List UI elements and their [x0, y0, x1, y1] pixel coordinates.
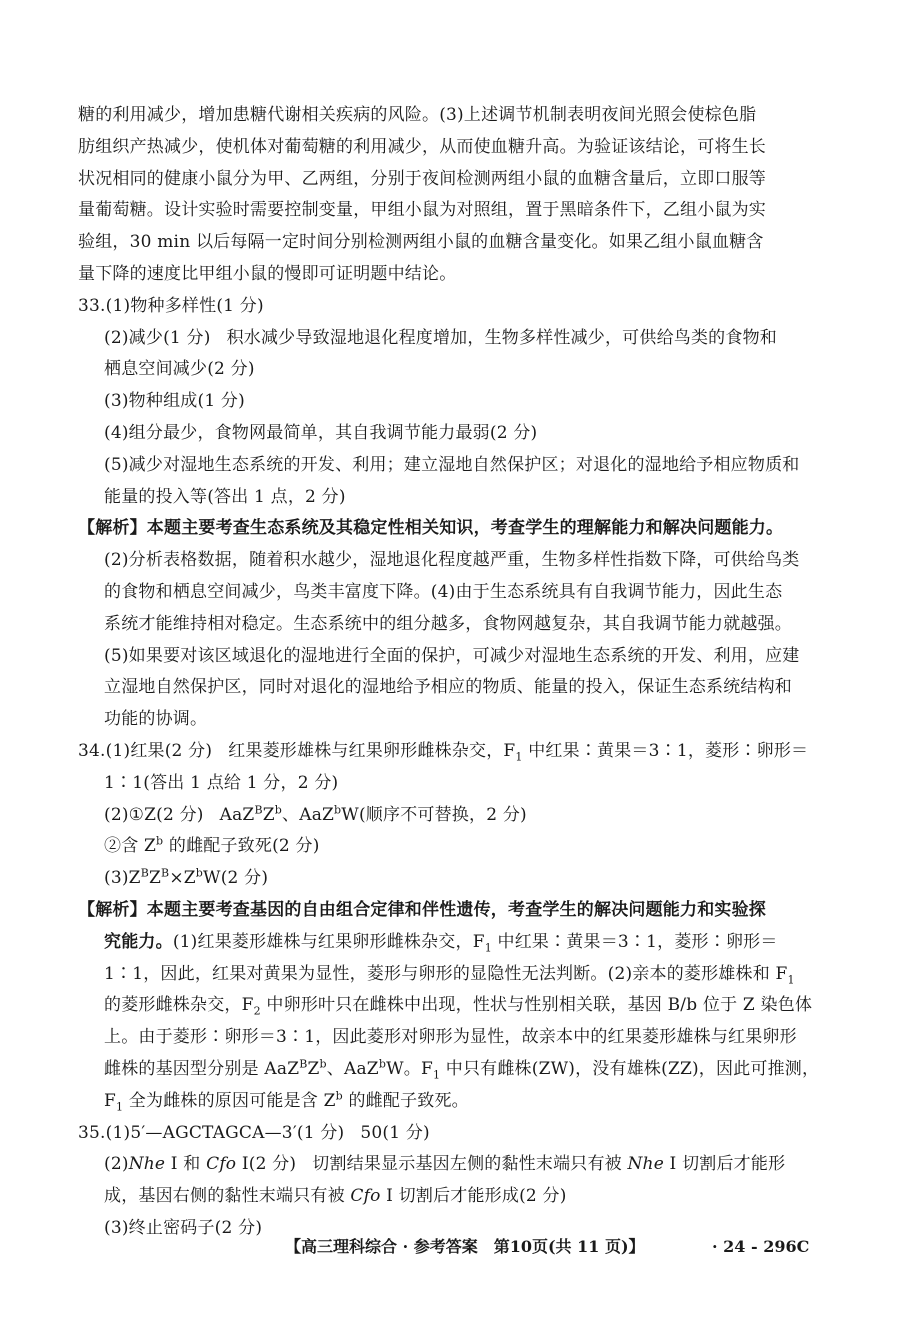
text-line: 糖的利用减少，增加患糖代谢相关疾病的风险。(3)上述调节机制表明夜间光照会使棕色脂	[78, 105, 757, 125]
superscript: b	[378, 1057, 387, 1071]
text-fragment: 中红果∶黄果＝3∶1，菱形∶卵形＝	[491, 931, 778, 952]
superscript: b	[334, 802, 342, 816]
text-line: 系统才能维持相对稳定。生态系统中的组分越多，食物网越复杂，其自我调节能力就越强。	[104, 613, 792, 634]
text-fragment: (1)红果菱形雄株与红果卵形雌株杂交，F	[172, 931, 485, 952]
text-fragment: 全为雌株的原因可能是含 Z	[123, 1090, 336, 1111]
text-fragment: 、AaZ	[326, 1058, 379, 1079]
superscript: b	[335, 1089, 343, 1103]
text-fragment: 雌株的基因型分别是 AaZ	[104, 1058, 300, 1079]
text-fragment: 究能力。	[104, 931, 173, 952]
q35-heading	[78, 1118, 838, 1150]
q34-analysis-line	[78, 959, 838, 991]
text-fragment: ×Z	[169, 868, 196, 889]
genotype-note: W(顺序不可替换，2 分)	[341, 804, 527, 825]
q33-answer-5: (5)减少对湿地生态系统的开发、利用；建立湿地自然保护区；对退化的湿地给予相应物质和	[104, 454, 800, 475]
text-line: (5)如果要对该区域退化的湿地进行全面的保护，可减少对湿地生态系统的开发、利用，应建	[104, 645, 800, 666]
q34-answer-3	[78, 863, 838, 895]
text-line: 量葡萄糖。设计实验时需要控制变量，甲组小鼠为对照组，置于黑暗条件下，乙组小鼠为实	[78, 200, 766, 221]
text-fragment: Ⅰ 和	[165, 1154, 207, 1175]
q34-analysis-line	[78, 990, 838, 1022]
q33-answer-4: (4)组分最少，食物网最简单，其自我调节能力最弱(2 分)	[104, 422, 538, 443]
q35-answer-3: (3)终止密码子(2 分)	[104, 1217, 263, 1238]
q33-answer-2	[78, 323, 838, 355]
subscript: 1	[787, 972, 795, 986]
text-line: 上。由于菱形∶卵形＝3∶1，因此菱形对卵形为显性，故亲本中的红果菱形雄株与红果卵形	[104, 1027, 797, 1048]
superscript: b	[319, 1057, 327, 1071]
text-fragment: Ⅰ(2 分)	[236, 1154, 297, 1175]
text-line: 量下降的速度比甲组小鼠的慢即可证明题中结论。	[78, 263, 457, 284]
q34-reason-b: 中红果∶黄果＝3∶1，菱形∶卵形＝	[522, 740, 809, 761]
q34-answer-2b	[78, 831, 838, 863]
text-line: 能量的投入等(答出 1 点，2 分)	[104, 486, 346, 507]
q35-answer-2	[78, 1149, 838, 1181]
text-fragment: Z	[307, 1058, 320, 1079]
text-fragment: 成，基因右侧的黏性末端只有被	[104, 1186, 351, 1207]
q35-answer-1b: 50(1 分)	[360, 1122, 430, 1143]
subscript: 1	[515, 750, 523, 764]
text-line: 状况相同的健康小鼠分为甲、乙两组，分别于夜间检测两组小鼠的血糖含量后，立即口服等	[78, 168, 766, 189]
text-line: 功能的协调。	[104, 709, 208, 730]
text-fragment: (2)	[104, 1154, 129, 1175]
text-line: 的食物和栖息空间减少，鸟类丰富度下降。(4)由于生态系统具有自我调节能力，因此生态	[104, 581, 783, 602]
text-line: (2)分析表格数据，随着积水越少，湿地退化程度越严重，生物多样性指数下降，可供给鸟类	[104, 550, 800, 571]
q34-answer-1: 34.(1)红果(2 分)	[78, 740, 213, 761]
superscript: B	[140, 866, 149, 880]
superscript: b	[274, 802, 283, 816]
text-fragment: Ⅰ 切割后才能形成(2 分)	[380, 1186, 567, 1207]
text-fragment: 中只有雌株(ZW)，没有雄株(ZZ)，因此可推测，	[440, 1058, 820, 1079]
enzyme-name: Cfo	[350, 1186, 381, 1207]
text-line: 验组，30 min 以后每隔一定时间分别检测两组小鼠的血糖含量变化。如果乙组小鼠血糖含	[78, 232, 764, 253]
q34-reason-a: 红果菱形雄株与红果卵形雌株杂交，F	[228, 740, 516, 761]
text-fragment: W。F	[386, 1058, 433, 1079]
superscript: B	[254, 802, 263, 816]
enzyme-name: Cfo	[206, 1154, 237, 1175]
footer-title: 【高三理科综合 · 参考答案 第10页(共 11 页)】	[285, 1237, 645, 1256]
text-fragment: Ⅰ 切割后才能形	[663, 1154, 786, 1175]
text-fragment: ②含 Z	[104, 836, 157, 857]
text-fragment: 切割结果显示基因左侧的黏性末端只有被	[312, 1154, 628, 1175]
text-line: 1∶1(答出 1 点给 1 分，2 分)	[104, 772, 339, 793]
q33-heading: 33.(1)物种多样性(1 分)	[78, 295, 264, 316]
text-line: 立湿地自然保护区，同时对退化的湿地给予相应的物质、能量的投入，保证生态系统结构和	[104, 677, 792, 698]
subscript: 1	[432, 1068, 441, 1082]
text-fragment: 1∶1，因此，红果对黄果为显性，菱形与卵形的显隐性无法判断。(2)亲本的菱形雄株和 F	[104, 963, 788, 984]
text-fragment: 的菱形雌株杂交，F	[104, 995, 254, 1016]
subscript: 2	[253, 1004, 261, 1018]
text-fragment: (3)Z	[104, 868, 141, 889]
text-fragment: 的雌配子致死。	[342, 1090, 469, 1111]
superscript: b	[156, 834, 164, 848]
genotype-b: 、AaZ	[282, 804, 335, 825]
superscript: B	[299, 1057, 308, 1071]
enzyme-name: Nhe	[627, 1154, 664, 1175]
subscript: 1	[116, 1100, 124, 1114]
text-line: 肪组织产热减少，使机体对葡萄糖的利用减少，从而使血糖升高。为验证该结论，可将生长	[78, 136, 766, 157]
text-line: 栖息空间减少(2 分)	[104, 359, 255, 380]
page-footer	[0, 1232, 900, 1262]
enzyme-name: Nhe	[128, 1154, 166, 1175]
text-fragment: F	[104, 1090, 116, 1111]
q34-answer-2	[78, 800, 838, 832]
q33-analysis-heading: 【解析】本题主要考查生态系统及其稳定性相关知识，考查学生的理解能力和解决问题能力。	[78, 518, 784, 539]
text-fragment: 中卵形叶只在雌株中出现，性状与性别相关联，基因 B/b 位于 Z 染色体	[260, 995, 813, 1016]
q33-answer-2-label: (2)减少(1 分)	[104, 327, 211, 348]
q34-heading	[78, 736, 838, 768]
answer-page	[78, 100, 838, 1245]
text-fragment: 的雌配子致死(2 分)	[163, 836, 320, 857]
subscript: 1	[484, 941, 492, 955]
text-fragment: W(2 分)	[203, 868, 269, 889]
genotype-a: AaZ	[219, 804, 255, 825]
q34-analysis-line	[78, 1054, 838, 1086]
q34-analysis-line	[78, 927, 838, 959]
q33-answer-3: (3)物种组成(1 分)	[104, 391, 245, 412]
q35-answer-1: 35.(1)5′—AGCTAGCA—3′(1 分)	[78, 1122, 345, 1143]
footer-code: · 24 - 296C	[712, 1237, 810, 1256]
q34-analysis-heading: 【解析】本题主要考查基因的自由组合定律和伴性遗传，考查学生的解决问题能力和实验探	[78, 899, 766, 920]
superscript: b	[195, 866, 204, 880]
text-fragment: Z	[149, 868, 162, 889]
q34-analysis-line	[78, 1086, 838, 1118]
superscript: B	[161, 866, 170, 880]
q34-answer-2-label: (2)①Z(2 分)	[104, 804, 204, 825]
genotype-z: Z	[262, 804, 275, 825]
q33-answer-2-reason: 积水减少导致湿地退化程度增加，生物多样性减少，可供给鸟类的食物和	[226, 327, 777, 348]
q35-answer-2b	[78, 1181, 838, 1213]
